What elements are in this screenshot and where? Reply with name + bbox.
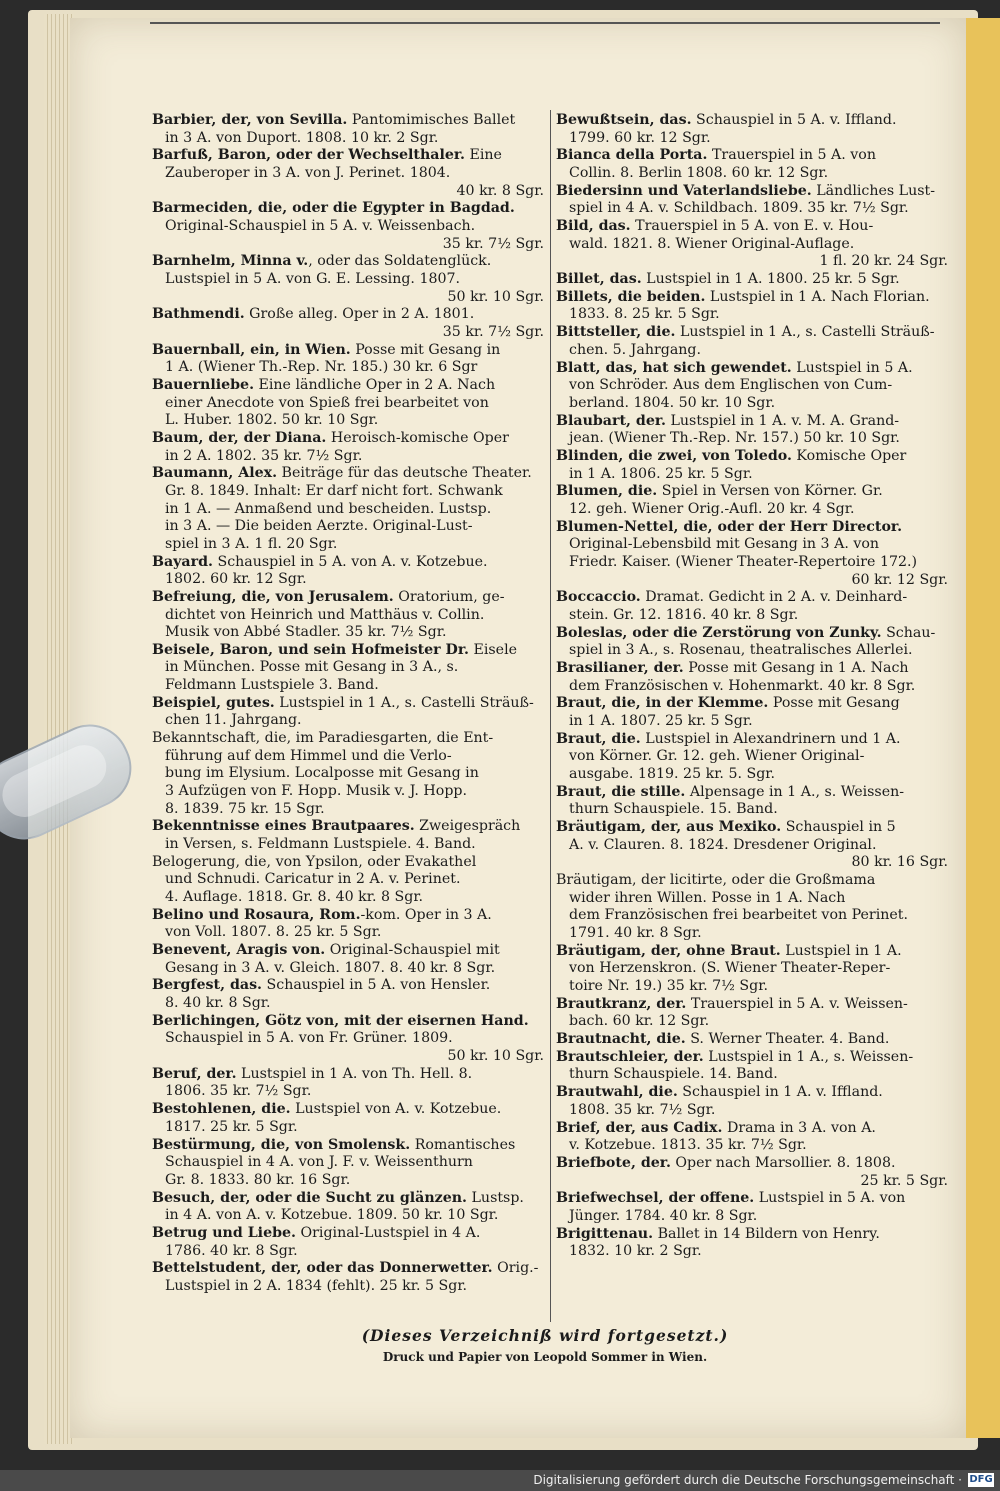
catalog-entry	[152, 253, 544, 306]
entry-headline: Bauernball, ein, in Wien. Posse mit Gesang in	[152, 341, 501, 358]
catalog-entry	[556, 1031, 948, 1049]
entry-headline: Braut, die stille. Alpensage in 1 A., s. Weissen-	[556, 783, 905, 800]
entry-line: 1799. 60 kr. 12 Sgr.	[569, 129, 711, 146]
catalog-entry	[152, 1137, 544, 1190]
entry-headline: Bekenntnisse eines Brautpaares. Zweigespräch	[152, 818, 521, 835]
entry-line: chen 11. Jahrgang.	[165, 712, 302, 729]
entry-headline: Barnhelm, Minna v., oder das Soldatenglück.	[152, 253, 492, 270]
catalog-entry	[152, 907, 544, 942]
entry-headline: Boleslas, oder die Zerstörung von Zunky. Schau-	[556, 624, 936, 641]
entry-line: 1832. 10 kr. 2 Sgr.	[569, 1243, 702, 1260]
entry-line: 25 kr. 5 Sgr.	[860, 1172, 948, 1189]
entry-line: 1806. 35 kr. 7½ Sgr.	[165, 1083, 312, 1100]
entry-line: 60 kr. 12 Sgr.	[851, 571, 948, 588]
entry-line: Jünger. 1784. 40 kr. 8 Sgr.	[569, 1207, 758, 1224]
catalog-entry	[556, 218, 948, 271]
entry-line: A. v. Clauren. 8. 1824. Dresdener Original.	[569, 836, 877, 853]
catalog-entry	[556, 289, 948, 324]
entry-headline: Belino und Rosaura, Rom.-kom. Oper in 3 A.	[152, 906, 492, 923]
entry-line: 1791. 40 kr. 8 Sgr.	[569, 924, 702, 941]
entry-headline: Bekanntschaft, die, im Paradiesgarten, die Ent-	[152, 730, 494, 747]
entry-line: 4. Auflage. 1818. Gr. 8. 40 kr. 8 Sgr.	[165, 888, 424, 905]
catalog-entry	[152, 465, 544, 553]
entry-headline: Billet, das. Lustspiel in 1 A. 1800. 25 kr. 5 Sgr.	[556, 271, 900, 288]
entry-line: toire Nr. 19.) 35 kr. 7½ Sgr.	[569, 977, 768, 994]
entry-line: 1 A. (Wiener Th.-Rep. Nr. 185.) 30 kr. 6 Sgr	[165, 359, 478, 376]
entry-line: v. Kotzebue. 1813. 35 kr. 7½ Sgr.	[569, 1137, 807, 1154]
entry-line: 50 kr. 10 Sgr.	[447, 288, 544, 305]
entry-headline: Brautschleier, der. Lustspiel in 1 A., s. Weissen-	[556, 1048, 914, 1065]
catalog-entry	[152, 306, 544, 341]
entry-line: 1833. 8. 25 kr. 5 Sgr.	[569, 306, 720, 323]
entry-line: spiel in 4 A. v. Schildbach. 1809. 35 kr. 7½ Sgr.	[569, 200, 909, 217]
entry-line: in 3 A. von Duport. 1808. 10 kr. 2 Sgr.	[165, 129, 439, 146]
catalog-entry	[152, 1225, 544, 1260]
entry-headline: Barbier, der, von Sevilla. Pantomimisches Ballet	[152, 112, 516, 128]
catalog-entry	[556, 784, 948, 819]
entry-headline: Brautkranz, der. Trauerspiel in 5 A. v. Weissen-	[556, 995, 908, 1012]
catalog-entry	[556, 519, 948, 589]
entry-line: 1786. 40 kr. 8 Sgr.	[165, 1242, 298, 1259]
entry-headline: Beruf, der. Lustspiel in 1 A. von Th. Hell. 8.	[152, 1065, 473, 1082]
entry-headline: Bestürmung, die, von Smolensk. Romantisches	[152, 1136, 516, 1153]
catalog-entry	[556, 1084, 948, 1119]
entry-line: Original-Lebensbild mit Gesang in 3 A. von	[569, 536, 880, 553]
entry-line: von Herzenskron. (S. Wiener Theater-Reper-	[569, 960, 891, 977]
catalog-entry	[556, 112, 948, 147]
catalog-entry	[556, 1155, 948, 1190]
entry-line: stein. Gr. 12. 1816. 40 kr. 8 Sgr.	[569, 606, 799, 623]
entry-line: Musik von Abbé Stadler. 35 kr. 7½ Sgr.	[165, 624, 447, 641]
catalog-entry	[556, 625, 948, 660]
entry-line: Lustspiel in 2 A. 1834 (fehlt). 25 kr. 5 Sgr.	[165, 1277, 468, 1294]
entry-line: dem Französischen frei bearbeitet von Perinet.	[569, 907, 908, 924]
entry-line: thurn Schauspiele. 14. Band.	[569, 1066, 778, 1083]
entry-headline: Brautnacht, die. S. Werner Theater. 4. Band.	[556, 1031, 890, 1047]
dfg-logo: DFG	[969, 1474, 993, 1485]
entry-headline: Bräutigam, der licitirte, oder die Großmama	[556, 872, 876, 889]
entry-line: Gr. 8. 1833. 80 kr. 16 Sgr.	[165, 1171, 351, 1188]
entry-headline: Biedersinn und Vaterlandsliebe. Ländliches Lust-	[556, 182, 936, 199]
entry-line: Original-Schauspiel in 5 A. v. Weissenbach.	[165, 217, 476, 234]
catalog-entry	[556, 271, 948, 289]
entry-line: von Voll. 1807. 8. 25 kr. 5 Sgr.	[165, 924, 382, 941]
entry-headline: Besuch, der, oder die Sucht zu glänzen. Lustsp.	[152, 1189, 524, 1206]
entry-line: in 1 A. — Anmaßend und bescheiden. Lustsp.	[165, 500, 492, 517]
catalog-entry	[152, 1013, 544, 1066]
catalog-entry	[152, 200, 544, 253]
entry-line: und Schnudi. Caricatur in 2 A. v. Perinet.	[165, 871, 461, 888]
entry-line: Gr. 8. 1849. Inhalt: Er darf nicht fort. Schwank	[165, 482, 503, 499]
entry-headline: Blatt, das, hat sich gewendet. Lustspiel in 5 A.	[556, 359, 913, 376]
catalog-entry	[152, 112, 544, 147]
entry-headline: Brigittenau. Ballet in 14 Bildern von Henry.	[556, 1225, 880, 1242]
entry-headline: Befreiung, die, von Jerusalem. Oratorium, ge-	[152, 588, 505, 605]
entry-line: Schauspiel in 5 A. von Fr. Grüner. 1809.	[165, 1030, 453, 1047]
catalog-entry	[556, 448, 948, 483]
dfg-funding-bar	[0, 1470, 1000, 1491]
dfg-funding-text: Digitalisierung gefördert durch die Deutsche Forschungsgemeinschaft ·	[533, 1473, 962, 1487]
entry-headline: Berlichingen, Götz von, mit der eisernen Hand.	[152, 1012, 529, 1029]
catalog-entry	[556, 731, 948, 784]
entry-headline: Bittsteller, die. Lustspiel in 1 A., s. Castelli Sträuß-	[556, 324, 935, 341]
entry-line: 50 kr. 10 Sgr.	[447, 1048, 544, 1065]
entry-line: jean. (Wiener Th.-Rep. Nr. 157.) 50 kr. 10 Sgr.	[569, 430, 900, 447]
catalog-entry	[152, 730, 544, 818]
entry-line: Gesang in 3 A. v. Gleich. 1807. 8. 40 kr. 8 Sgr.	[165, 959, 496, 976]
entry-headline: Bauernliebe. Eine ländliche Oper in 2 A. Nach	[152, 377, 496, 394]
catalog-entry	[152, 942, 544, 977]
entry-line: in München. Posse mit Gesang in 3 A., s.	[165, 659, 459, 676]
entry-headline: Bianca della Porta. Trauerspiel in 5 A. von	[556, 147, 876, 164]
catalog-entry	[152, 377, 544, 430]
entry-line: führung auf dem Himmel und die Verlo-	[165, 747, 452, 764]
catalog-entry	[152, 1066, 544, 1101]
entry-headline: Brasilianer, der. Posse mit Gesang in 1 A. Nach	[556, 660, 909, 677]
printer-line: Druck und Papier von Leopold Sommer in Wien.	[382, 1350, 708, 1364]
entry-headline: Braut, die. Lustspiel in Alexandrinern und 1 A.	[556, 730, 901, 747]
entry-line: bach. 60 kr. 12 Sgr.	[569, 1013, 710, 1030]
entry-line: Friedr. Kaiser. (Wiener Theater-Repertoire 172.)	[569, 553, 918, 570]
entry-headline: Bergfest, das. Schauspiel in 5 A. von Hensler.	[152, 977, 491, 994]
catalog-entry	[152, 1101, 544, 1136]
entry-line: spiel in 3 A., s. Rosenau, theatralisches Allerlei.	[569, 642, 913, 659]
entry-line: Feldmann Lustspiele 3. Band.	[165, 677, 379, 694]
entry-headline: Bräutigam, der, ohne Braut. Lustspiel in 1 A.	[556, 942, 902, 959]
catalog-entry	[556, 943, 948, 996]
catalog-entry	[556, 483, 948, 518]
catalog-entry	[556, 413, 948, 448]
entry-headline: Blinden, die zwei, von Toledo. Komische Oper	[556, 447, 907, 464]
catalog-entry	[556, 1049, 948, 1084]
entry-line: 1 fl. 20 kr. 24 Sgr.	[819, 253, 948, 270]
entry-line: Schauspiel in 4 A. von J. F. v. Weissenthurn	[165, 1154, 473, 1171]
entry-headline: Boccaccio. Dramat. Gedicht in 2 A. v. Deinhard-	[556, 589, 908, 606]
catalog-entry	[556, 183, 948, 218]
entry-line: wald. 1821. 8. Wiener Original-Auflage.	[569, 235, 855, 252]
entry-line: 3 Aufzügen von F. Hopp. Musik v. J. Hopp.	[165, 783, 467, 799]
catalog-entry	[556, 1226, 948, 1261]
entry-line: 12. geh. Wiener Orig.-Aufl. 20 kr. 4 Sgr.	[569, 500, 855, 517]
catalog-entry	[152, 642, 544, 695]
entry-line: dem Französischen v. Hohenmarkt. 40 kr. 8 Sgr.	[569, 677, 916, 694]
entry-headline: Briefwechsel, der offene. Lustspiel in 5 A. von	[556, 1190, 906, 1207]
entry-headline: Blumen, die. Spiel in Versen von Körner. Gr.	[556, 483, 883, 500]
entry-line: in 1 A. 1806. 25 kr. 5 Sgr.	[569, 465, 753, 482]
entry-line: in 4 A. von A. v. Kotzebue. 1809. 50 kr. 10 Sgr.	[165, 1207, 499, 1224]
entry-headline: Braut, die, in der Klemme. Posse mit Gesang	[556, 695, 900, 712]
entry-line: chen. 5. Jahrgang.	[569, 341, 702, 358]
catalog-entry	[152, 1260, 544, 1295]
entry-headline: Barfuß, Baron, oder der Wechselthaler. Eine	[152, 147, 502, 164]
entry-headline: Brautwahl, die. Schauspiel in 1 A. v. Iffland.	[556, 1084, 883, 1101]
next-page-edge	[966, 18, 1000, 1438]
entry-line: Lustspiel in 5 A. von G. E. Lessing. 1807.	[165, 270, 461, 287]
entry-line: spiel in 3 A. 1 fl. 20 Sgr.	[165, 535, 338, 552]
catalog-entry	[556, 1120, 948, 1155]
entry-line: einer Anecdote von Spieß frei bearbeitet von	[165, 394, 489, 411]
entry-line: von Körner. Gr. 12. geh. Wiener Original-	[569, 748, 865, 765]
entry-headline: Bräutigam, der, aus Mexiko. Schauspiel in 5	[556, 819, 896, 836]
entry-line: thurn Schauspiele. 15. Band.	[569, 801, 778, 818]
entry-headline: Bewußtsein, das. Schauspiel in 5 A. v. Iffland.	[556, 112, 897, 128]
catalog-entry	[556, 589, 948, 624]
catalog-entry	[152, 854, 544, 907]
catalog-entry	[152, 147, 544, 200]
catalog-entry	[556, 872, 948, 942]
entry-headline: Barmeciden, die, oder die Egypter in Bagdad.	[152, 200, 515, 217]
entry-line: 80 kr. 16 Sgr.	[851, 854, 948, 871]
catalog-entry	[556, 695, 948, 730]
catalog-entry	[556, 660, 948, 695]
catalog-entry	[152, 554, 544, 589]
entry-line: in 3 A. — Die beiden Aerzte. Original-Lust-	[165, 518, 473, 535]
catalog-entry	[152, 695, 544, 730]
entry-line: 1808. 35 kr. 7½ Sgr.	[569, 1101, 716, 1118]
column-divider	[550, 110, 551, 1322]
entry-headline: Billets, die beiden. Lustspiel in 1 A. Nach Florian.	[556, 288, 930, 305]
entry-headline: Betrug und Liebe. Original-Lustspiel in 4 A.	[152, 1224, 481, 1241]
catalog-entry	[152, 818, 544, 853]
entry-headline: Baum, der, der Diana. Heroisch-komische Oper	[152, 430, 509, 446]
catalog-entry	[152, 1190, 544, 1225]
entry-line: wider ihren Willen. Posse in 1 A. Nach	[569, 889, 846, 906]
catalog-entry	[152, 589, 544, 642]
entry-line: 8. 1839. 75 kr. 15 Sgr.	[165, 800, 325, 817]
entry-line: 1802. 60 kr. 12 Sgr.	[165, 571, 307, 588]
entry-headline: Bild, das. Trauerspiel in 5 A. von E. v. Hou-	[556, 218, 874, 235]
catalog-entry	[556, 1190, 948, 1225]
entry-line: 35 kr. 7½ Sgr.	[442, 323, 544, 340]
entry-line: 40 kr. 8 Sgr.	[456, 182, 544, 199]
entry-line: 35 kr. 7½ Sgr.	[442, 235, 544, 252]
catalog-entry	[556, 819, 948, 872]
entry-line: in Versen, s. Feldmann Lustspiele. 4. Band.	[165, 835, 476, 852]
entry-headline: Bestohlenen, die. Lustspiel von A. v. Kotzebue.	[152, 1101, 502, 1118]
entry-line: in 2 A. 1802. 35 kr. 7½ Sgr.	[165, 447, 363, 464]
catalog-entry	[556, 147, 948, 182]
entry-headline: Blumen-Nettel, die, oder der Herr Director.	[556, 518, 903, 535]
entry-line: von Schröder. Aus dem Englischen von Cum-	[569, 377, 893, 394]
entry-headline: Brief, der, aus Cadix. Drama in 3 A. von A.	[556, 1119, 876, 1136]
entry-headline: Beispiel, gutes. Lustspiel in 1 A., s. Castelli Sträuß-	[152, 694, 534, 711]
entry-headline: Belogerung, die, von Ypsilon, oder Evakathel	[152, 853, 477, 870]
entry-headline: Beisele, Baron, und sein Hofmeister Dr. Eisele	[152, 641, 517, 658]
catalog-entry	[152, 977, 544, 1012]
entry-headline: Benevent, Aragis von. Original-Schauspiel mit	[152, 942, 500, 959]
right-column	[556, 112, 948, 1261]
top-rule	[150, 22, 940, 24]
entry-line: ausgabe. 1819. 25 kr. 5. Sgr.	[569, 765, 776, 782]
entry-line: L. Huber. 1802. 50 kr. 10 Sgr.	[165, 412, 379, 429]
entry-headline: Baumann, Alex. Beiträge für das deutsche Theater.	[152, 465, 532, 482]
entry-line: 8. 40 kr. 8 Sgr.	[165, 995, 271, 1012]
entry-line: in 1 A. 1807. 25 kr. 5 Sgr.	[569, 713, 753, 729]
left-column	[152, 112, 544, 1296]
catalog-entry	[556, 324, 948, 359]
entry-headline: Bathmendi. Große alleg. Oper in 2 A. 1801.	[152, 306, 475, 323]
catalog-entry	[556, 996, 948, 1031]
catalog-entry	[556, 360, 948, 413]
entry-line: bung im Elysium. Localposse mit Gesang in	[165, 765, 479, 782]
entry-line: berland. 1804. 50 kr. 10 Sgr.	[569, 394, 776, 411]
catalog-entry	[152, 430, 544, 465]
entry-headline: Bettelstudent, der, oder das Donnerwetter. Orig.-	[152, 1260, 539, 1277]
entry-headline: Blaubart, der. Lustspiel in 1 A. v. M. A. Grand-	[556, 412, 900, 429]
entry-headline: Briefbote, der. Oper nach Marsollier. 8. 1808.	[556, 1154, 896, 1171]
entry-line: dichtet von Heinrich und Matthäus v. Collin.	[165, 606, 485, 623]
catalog-entry	[152, 342, 544, 377]
entry-line: Zauberoper in 3 A. von J. Perinet. 1804.	[165, 164, 451, 181]
continuation-note: (Dieses Verzeichniß wird fortgesetzt.)	[361, 1326, 729, 1345]
entry-line: Collin. 8. Berlin 1808. 60 kr. 12 Sgr.	[569, 164, 829, 181]
entry-headline: Bayard. Schauspiel in 5 A. von A. v. Kotzebue.	[152, 553, 488, 570]
entry-line: 1817. 25 kr. 5 Sgr.	[165, 1118, 298, 1135]
